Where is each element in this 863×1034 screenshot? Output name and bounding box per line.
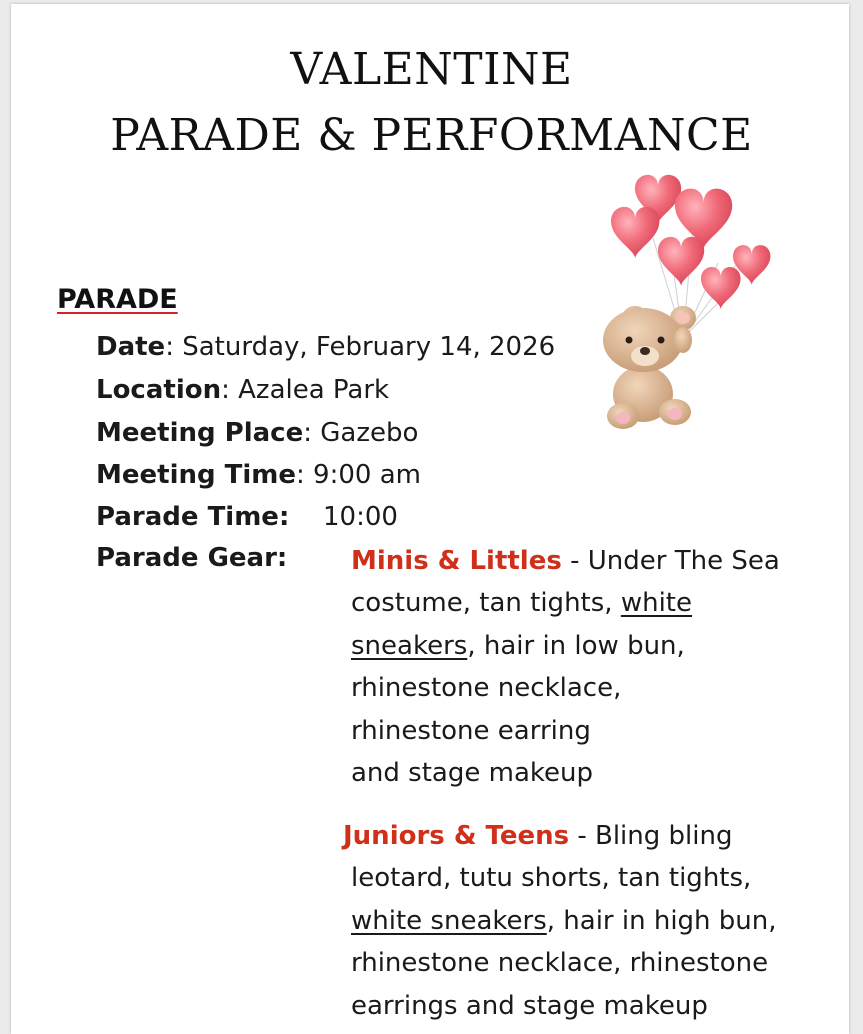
date-label: Date: [96, 332, 166, 362]
meeting-time-row: [96, 460, 421, 490]
date-value: : Saturday, February 14, 2026: [165, 332, 556, 362]
gear-text: - Bling bling: [569, 821, 733, 851]
white-sneakers-link[interactable]: white sneakers: [351, 905, 547, 936]
gear-text: , hair in low bun,: [467, 630, 685, 661]
title-line-2: PARADE & PERFORMANCE: [110, 110, 753, 161]
gear-line: leotard, tutu shorts, tan tights,: [351, 863, 752, 894]
gear-line: [351, 540, 780, 582]
location-value: : Azalea Park: [221, 375, 390, 405]
parade-heading: PARADE: [57, 284, 178, 315]
gear-line: rhinestone necklace, rhinestone: [351, 948, 769, 979]
meeting-place-row: [96, 418, 418, 448]
meeting-time-value: : 9:00 am: [296, 460, 421, 490]
gear-text: - Under The Sea: [561, 546, 780, 576]
title-line-1: VALENTINE: [290, 44, 573, 95]
date-row: [96, 332, 555, 362]
parade-time-value: 10:00: [323, 502, 398, 532]
parade-gear-label: Parade Gear:: [96, 543, 288, 573]
meeting-place-value: : Gazebo: [303, 418, 419, 448]
gear-line: earrings and stage makeup: [351, 990, 708, 1021]
meeting-time-label: Meeting Time: [96, 460, 297, 490]
group-name: Juniors & Teens: [343, 821, 570, 851]
location-label: Location: [96, 375, 222, 405]
gear-text: costume, tan tights,: [351, 588, 621, 619]
teddy-bear-balloons-illustration: [583, 168, 783, 440]
parade-time-row: [96, 502, 289, 532]
group-name: Minis & Littles: [351, 546, 562, 576]
location-row: [96, 375, 389, 405]
gear-line: [351, 625, 780, 667]
gear-line: [351, 582, 780, 624]
gear-group-juniors-teens: [343, 815, 777, 1027]
parade-time-label: Parade Time:: [96, 502, 290, 532]
white-sneakers-link[interactable]: sneakers: [351, 630, 468, 661]
gear-line: rhinestone earring: [351, 715, 591, 746]
white-sneakers-link[interactable]: white: [620, 588, 692, 619]
gear-line: [343, 815, 777, 857]
gear-line: rhinestone necklace,: [351, 673, 622, 704]
meeting-place-label: Meeting Place: [96, 418, 304, 448]
gear-group-minis-littles: [351, 540, 780, 794]
gear-line: [343, 900, 777, 942]
gear-text: , hair in high bun,: [546, 905, 777, 936]
gear-line: and stage makeup: [351, 758, 593, 789]
